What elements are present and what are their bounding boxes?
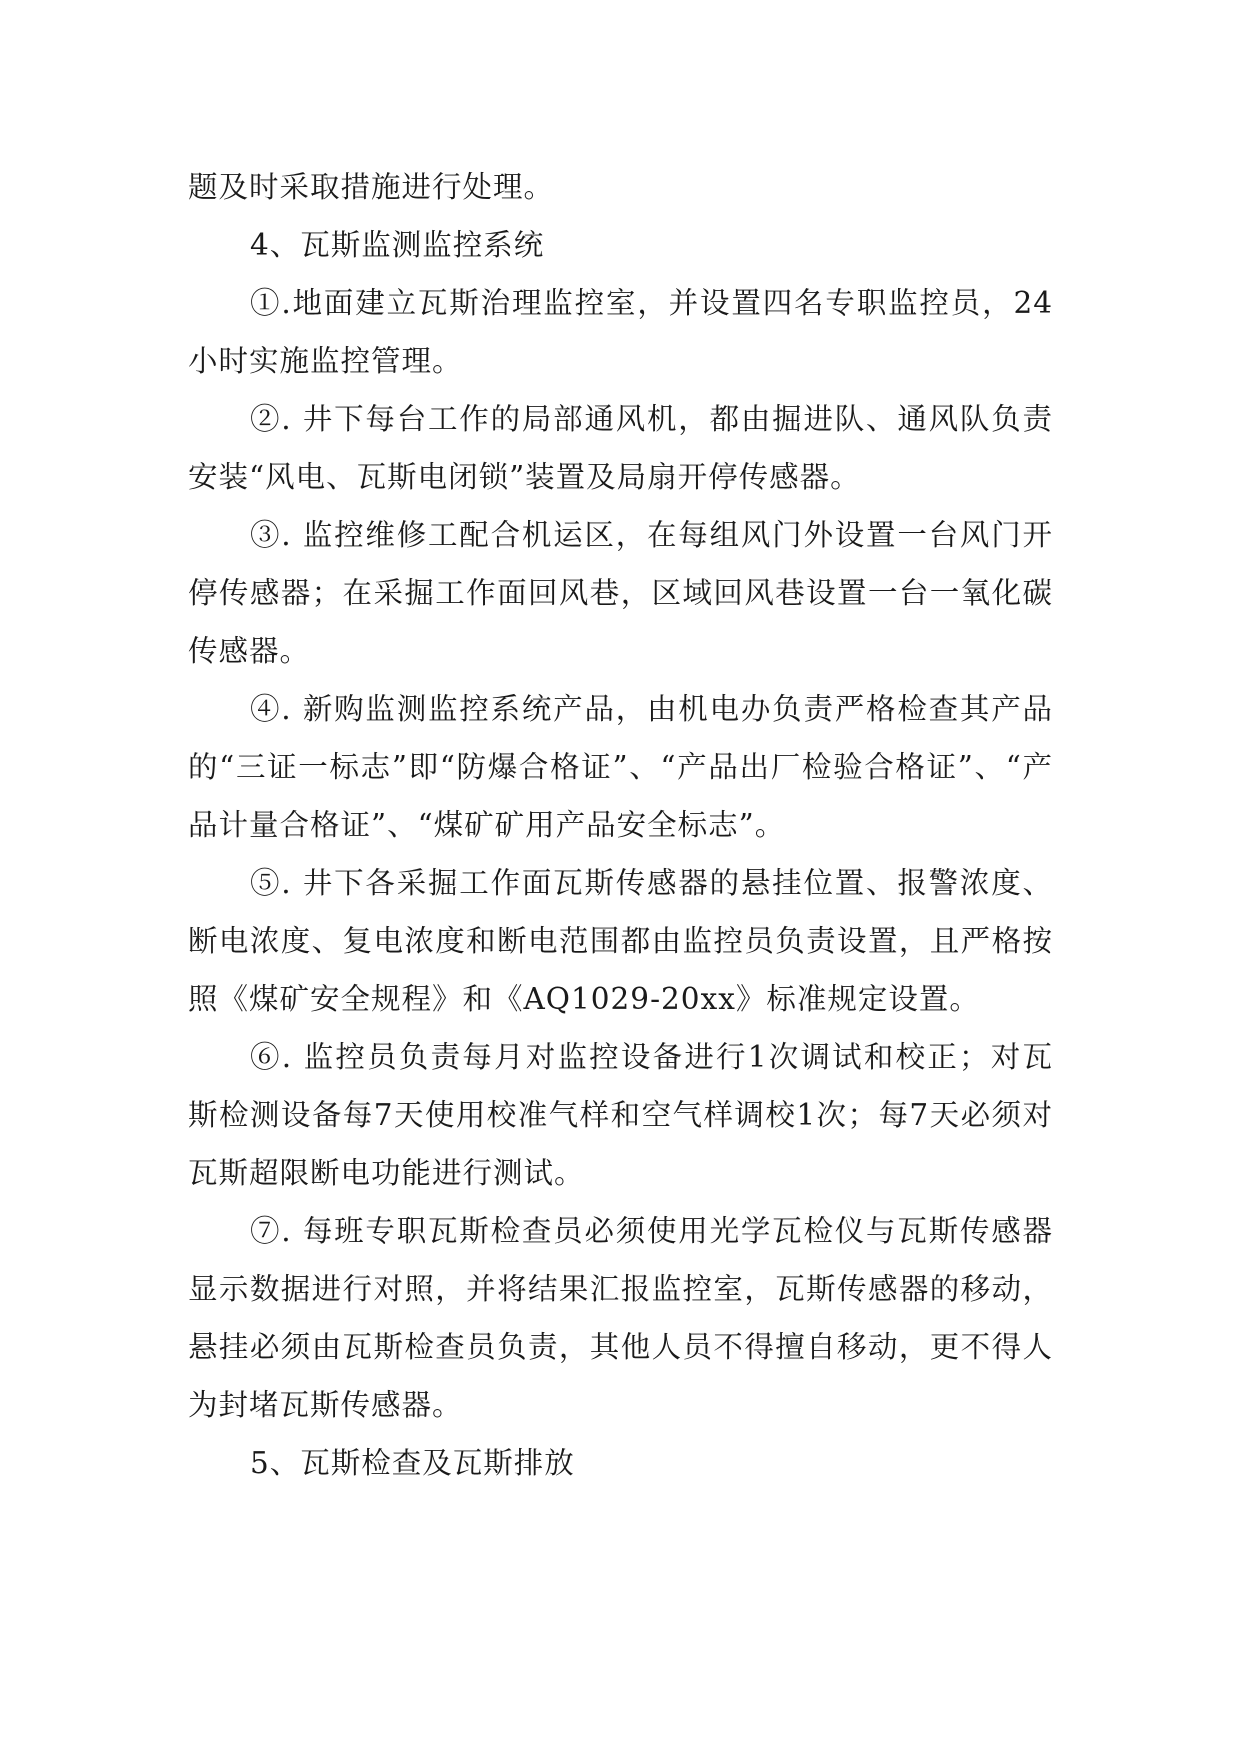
- paragraph-continuation: 题及时采取措施进行处理。: [188, 170, 555, 204]
- section-heading-5: 5、瓦斯检查及瓦斯排放: [250, 1446, 575, 1480]
- body-text: [188, 158, 1053, 1492]
- list-item-1: ①.地面建立瓦斯治理监控室，并设置四名专职监控员，24小时实施监控管理。: [188, 286, 1053, 378]
- list-item-5: ⑤. 井下各采掘工作面瓦斯传感器的悬挂位置、报警浓度、断电浓度、复电浓度和断电范围都由监控员负责设置，且严格按照《煤矿安全规程》和《AQ1029-20xx》标准规定设置。: [188, 866, 1053, 1016]
- list-item-4: ④. 新购监测监控系统产品，由机电办负责严格检查其产品的“三证一标志”即“防爆合格证”、“产品出厂检验合格证”、“产品计量合格证”、“煤矿矿用产品安全标志”。: [188, 692, 1053, 842]
- list-item-7: ⑦. 每班专职瓦斯检查员必须使用光学瓦检仪与瓦斯传感器显示数据进行对照，并将结果汇报监控室，瓦斯传感器的移动，悬挂必须由瓦斯检查员负责，其他人员不得擅自移动，更不得人为封堵瓦斯传感器。: [188, 1214, 1053, 1422]
- section-heading-4: 4、瓦斯监测监控系统: [250, 228, 545, 262]
- list-item-3: ③. 监控维修工配合机运区，在每组风门外设置一台风门开停传感器；在采掘工作面回风巷，区域回风巷设置一台一氧化碳传感器。: [188, 518, 1053, 668]
- list-item-2: ②. 井下每台工作的局部通风机，都由掘进队、通风队负责安装“风电、瓦斯电闭锁”装置及局扇开停传感器。: [188, 402, 1053, 494]
- list-item-6: ⑥. 监控员负责每月对监控设备进行1次调试和校正；对瓦斯检测设备每7天使用校准气样和空气样调校1次；每7天必须对瓦斯超限断电功能进行测试。: [188, 1040, 1053, 1190]
